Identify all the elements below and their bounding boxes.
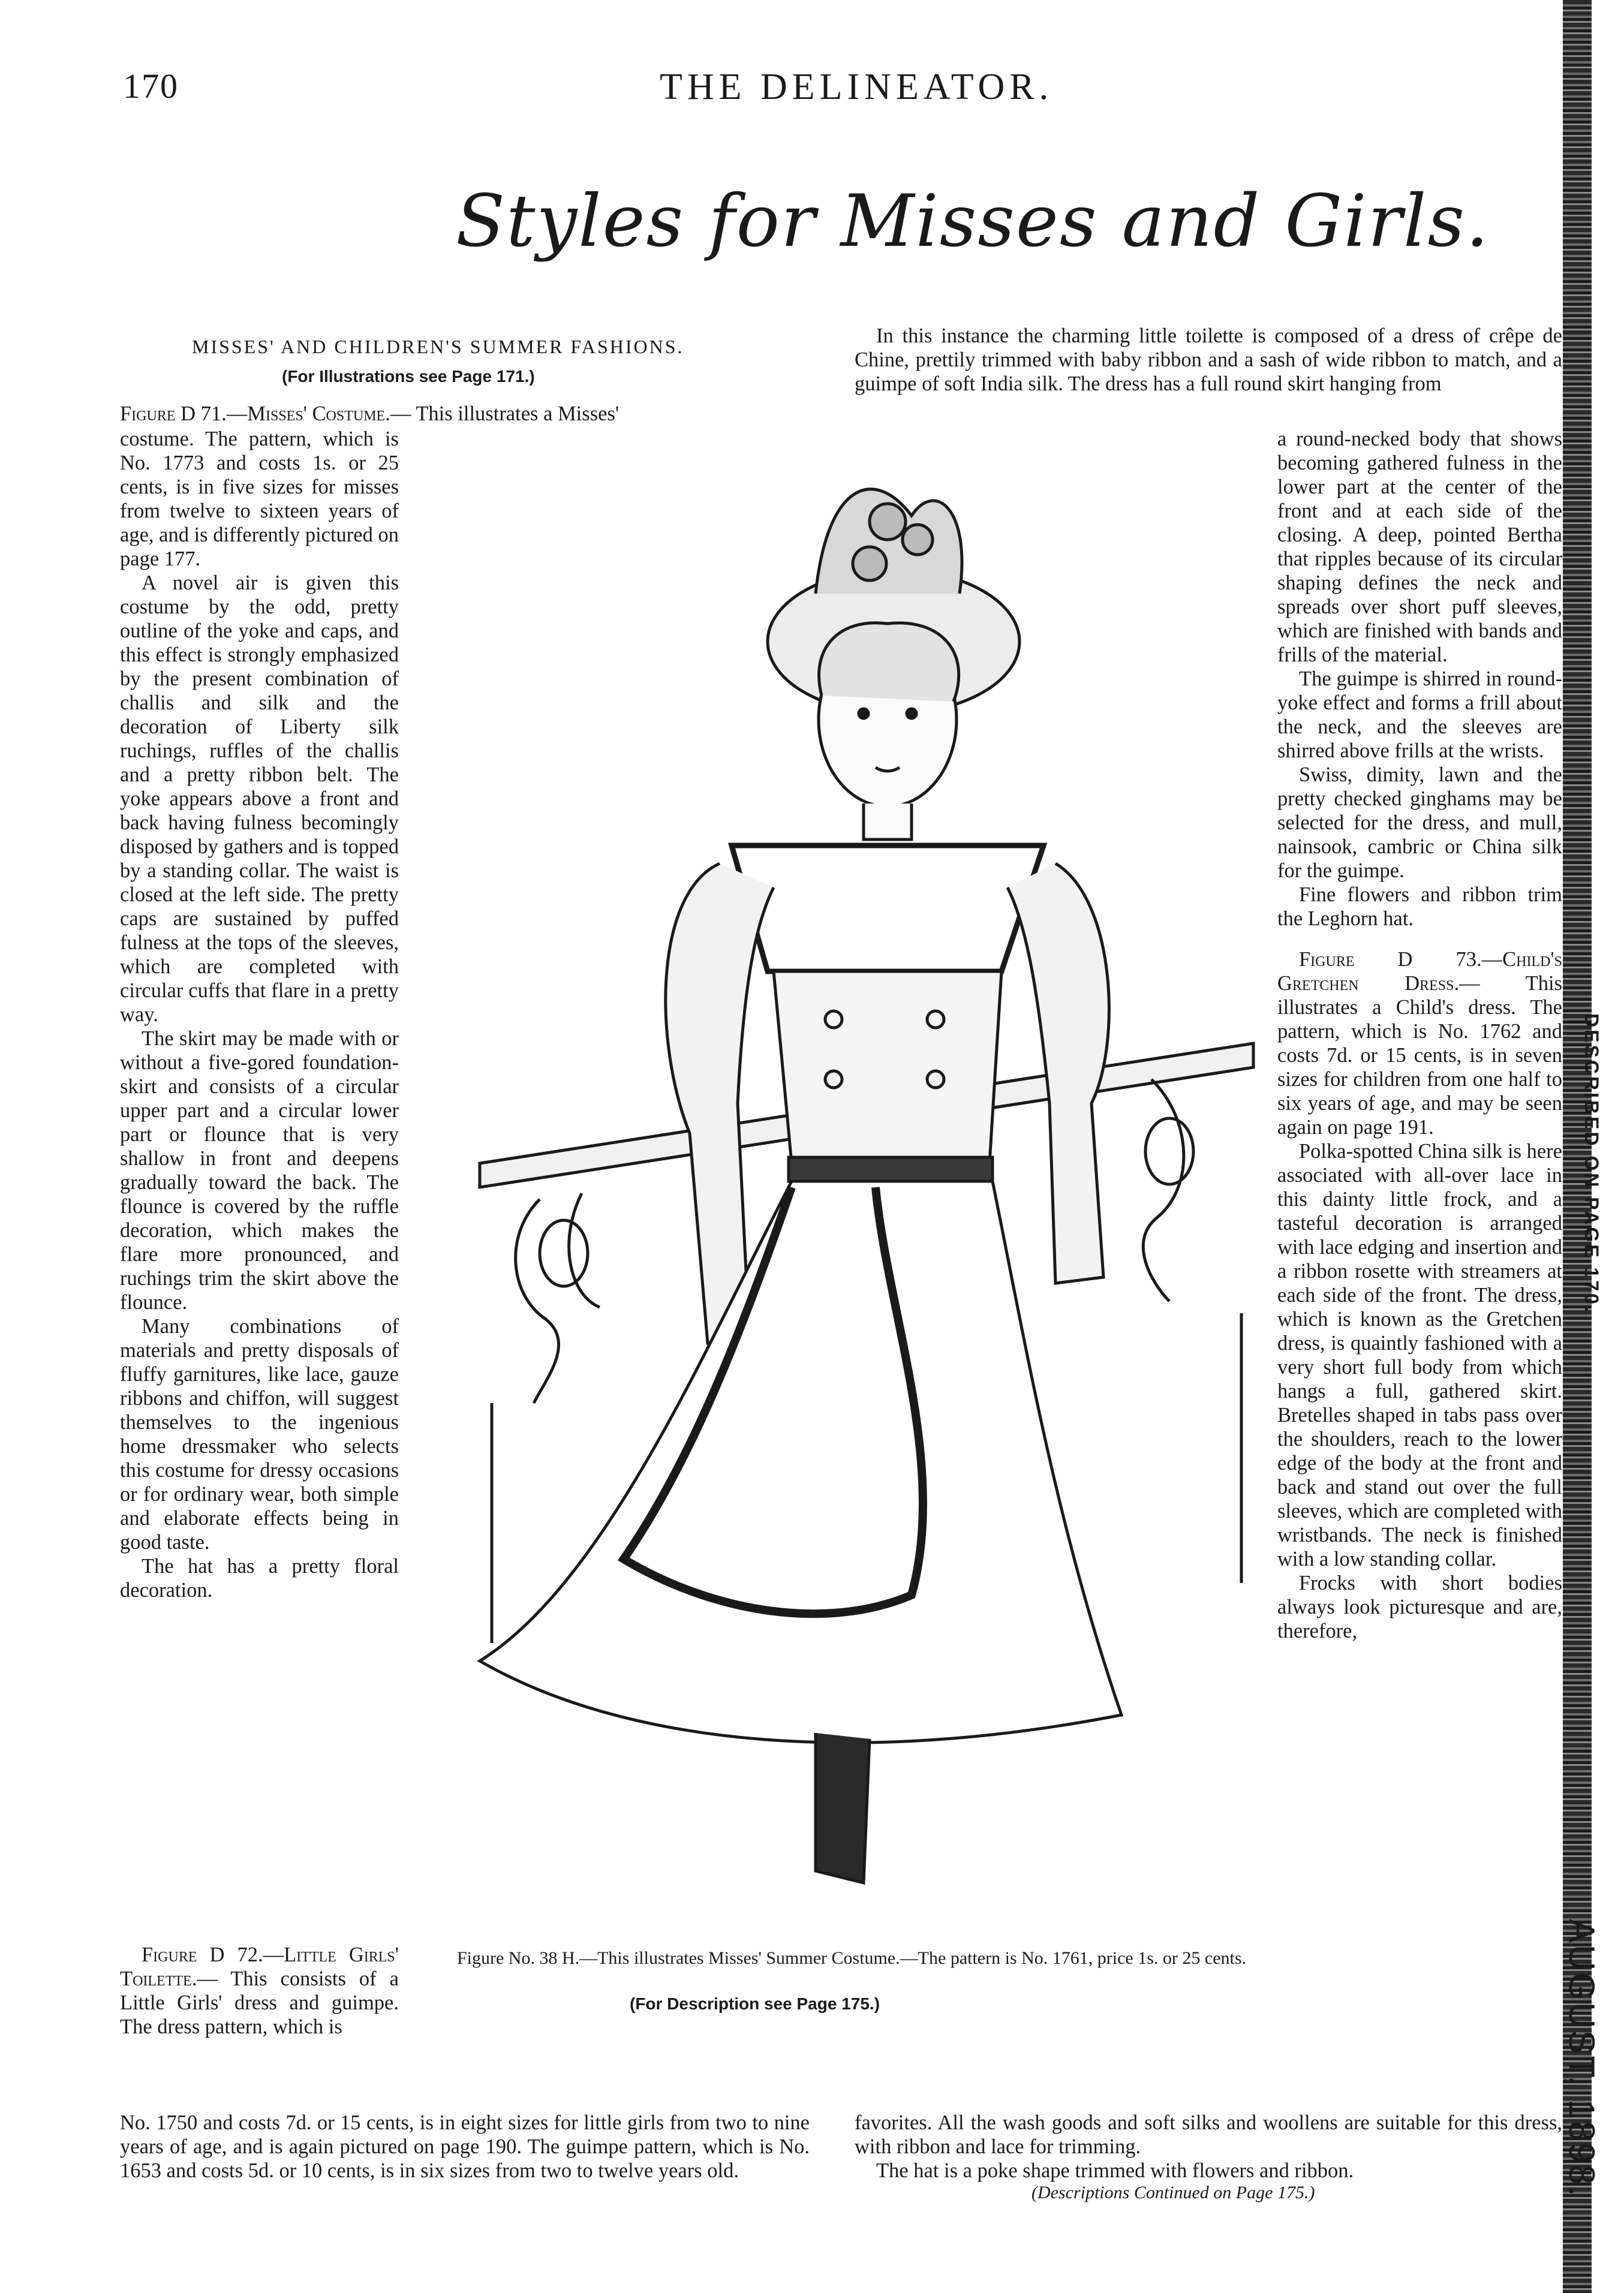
- fig72-text: This consists of a Little Girls' dress and guimpe. The dress pattern, which is: [120, 1967, 399, 2038]
- right-para-5: Polka-spotted China silk is here associated with all-over lace in this dainty little frock, and a tasteful decoration is arranged with lace edging and insertion and a ribbon rosette with streamers at each side of the front. The dress, which is known as the Gretchen dress, is quaintly fashioned with a very short full body from which hangs a full, gathered skirt. Bretelles shaped in tabs pass over the shoulders, reach to the lower edge of the body at the front and back and stand out over the full sleeves, which are completed with wristbands. The neck is finished with a low standing collar.: [1277, 1140, 1562, 1570]
- fig73-text: This illustrates a Child's dress. The pattern, which is No. 1762 and costs 7d. or 15 cents, is in seven sizes for children from one half to six years of age, and may be seen again on page 191.: [1277, 972, 1562, 1139]
- boot: [816, 1733, 870, 1883]
- left-para-2: A novel air is given this costume by the odd, pretty outline of the yoke and caps, and this effect is strongly emphasized by the present combination of challis and silk and the decoration of Liberty silk ruchings, ruffles of the challis and a pretty ribbon belt. The yoke appears above a front and back having fulness becomingly disposed by gathers and is topped by a standing collar. The waist is closed at the left side. The pretty caps are sustained by puffed fulness at the tops of the sleeves, which are completed with circular cuffs that flare in a pretty way.: [120, 571, 399, 1026]
- left-para-5: The hat has a pretty floral decoration.: [120, 1555, 399, 1602]
- right-para-2: The guimpe is shirred in round-yoke effect and forms a frill about the neck, and the sleeves are shirred above frills at the wrists.: [1277, 667, 1562, 762]
- left-para-3: The skirt may be made with or without a five-gored foundation-skirt and consists of a circular upper part and a circular lower part or flounce that is very shallow in front and deepens gradually toward the back. The flounce is covered by the ruffle decoration, which makes the flare more pronounced, and ruchings trim the skirt above the flounce.: [120, 1027, 399, 1314]
- belt: [789, 1157, 993, 1181]
- fig72-cont: No. 1750 and costs 7d. or 15 cents, is in eight sizes for little girls from two to nine years of age, and is again pictured on page 190. The guimpe pattern, which is No. 1653 and costs 5d. or 10 cents, is in six sizes from two to twelve years old.: [120, 2111, 810, 2182]
- left-para-1: costume. The pattern, which is No. 1773 and costs 1s. or 25 cents, is in five sizes for misses from twelve to sixteen years of age, and is differently pictured on page 177.: [120, 428, 399, 570]
- woman-figure: [480, 489, 1121, 1883]
- right-bottom-para-2: The hat is a poke shape trimmed with flowers and ribbon.: [876, 2159, 1354, 2182]
- right-para-6: Frocks with short bodies always look picturesque and are, therefore,: [1277, 1572, 1562, 1642]
- right-para-4: Fine flowers and ribbon trim the Leghorn hat.: [1277, 883, 1562, 930]
- section-title: Styles for Misses and Girls.: [456, 180, 1490, 263]
- left-para-4: Many combinations of materials and pretty disposals of fluffy garnitures, like lace, gauze ribbons and chiffon, will suggest themselves to the ingenious home dressmaker who selects this costume for dressy occasions or for ordinary wear, both simple and elaborate effects being in good taste.: [120, 1315, 399, 1554]
- right-para-1: a round-necked body that shows becoming gathered fulness in the lower part at the center of the front and at each side of the closing. A deep, pointed Bertha that ripples because of its circular shaping defines the neck and spreads over short puff sleeves, which are finished with bands and frills of the material.: [1277, 428, 1562, 666]
- right-sleeve: [1008, 863, 1109, 1283]
- bodice: [774, 971, 1002, 1163]
- right-bottom-para: favorites. All the wash goods and soft silks and woollens are suitable for this dress, with ribbon and lace for trimming.: [855, 2111, 1562, 2158]
- margin-date: AUGUST, 1898.: [1562, 1919, 1602, 2198]
- margin-side-label: DESCRIBED ON PAGE 170.: [1581, 1013, 1602, 1314]
- fashion-illustration: [456, 444, 1277, 1919]
- right-para-3: Swiss, dimity, lawn and the pretty checked ginghams may be selected for the dress, and mull, nainsook, cambric or China silk for the guimpe.: [1277, 763, 1562, 882]
- running-title: THE DELINEATOR.: [660, 67, 1054, 107]
- article-subheading: (For Illustrations see Page 171.): [282, 367, 535, 386]
- fig71-intro: This illustrates a Misses': [416, 402, 619, 425]
- fig73-label: Figure D 73.—Child's Gretchen Dress.: [1277, 948, 1562, 995]
- right-top-para: [855, 324, 1562, 396]
- right-bottom-text: [855, 2111, 1562, 2183]
- left-column-text: [120, 427, 399, 1602]
- fig72-block: Figure D 72.—Little Girls' Toilette.— This consists of a Little Girls' dress and guimpe. The dress pattern, which is: [120, 1943, 399, 2038]
- article-heading: MISSES' AND CHILDREN'S SUMMER FASHIONS.: [192, 336, 684, 357]
- page-number: 170: [123, 67, 179, 106]
- continued-note: (Descriptions Continued on Page 175.): [1031, 2183, 1315, 2202]
- figure-caption: Figure No. 38 H.—This illustrates Misses' Summer Costume.—The pattern is No. 1761, price 1s. or 25 cents.: [456, 1948, 1247, 1968]
- fig72-label: Figure D 72.—Little Girls' Toilette.: [120, 1943, 399, 1990]
- right-column-text: a round-necked body that shows becoming gathered fulness in the lower part at the center of the front and at each side of the closing. A deep, pointed Bertha that ripples because of its circular shaping defines the neck and spreads over short puff sleeves, which are finished with bands and frills of the material. The guimpe is shirred in round-yoke effect and forms a frill about the neck, and the sleeves are shirred above frills at the wrists. Swiss, dimity, lawn and the pretty checked ginghams may be selected for the dress, and mull, nainsook, cambric or China silk for the guimpe. Fine flowers and ribbon trim the Leghorn hat. Figure D 73.—Child's Gretchen Dress.— This illustrates a Child's dress. The pattern, which is No. 1762 and costs 7d. or 15 cents, is in seven sizes for children from one half to six years of age, and may be seen again on page 191. Polka-spotted China silk is here associated with all-over lace in this dainty little frock, and a tasteful decoration is arranged with lace edging and insertion and a ribbon rosette with streamers at each side of the front. The dress, which is known as the Gretchen dress, is quaintly fashioned with a very short full body from which hangs a full, gathered skirt. Bretelles shaped in tabs pass over the shoulders, reach to the lower edge of the body at the front and back and stand out over the full sleeves, which are completed with wristbands. The neck is finished with a low standing collar. Frocks with short bodies always look picturesque and are, therefore,: [1277, 428, 1562, 1642]
- fig71-heading-line: Figure D 71.—Misses' Costume.— This illustrates a Misses': [120, 402, 619, 425]
- fig71-label: Figure D 71.—Misses' Costume.: [120, 402, 390, 425]
- skirt: [480, 1181, 1121, 1743]
- fig72-continuation: [120, 2111, 810, 2183]
- collar-yoke: [732, 845, 1043, 971]
- figure-caption-sub: (For Description see Page 175.): [630, 1994, 880, 2013]
- right-top-text: In this instance the charming little toilette is composed of a dress of crêpe de Chine, prettily trimmed with baby ribbon and a sash of wide ribbon to match, and a guimpe of soft India silk. The dress has a full round skirt hanging from: [855, 324, 1562, 395]
